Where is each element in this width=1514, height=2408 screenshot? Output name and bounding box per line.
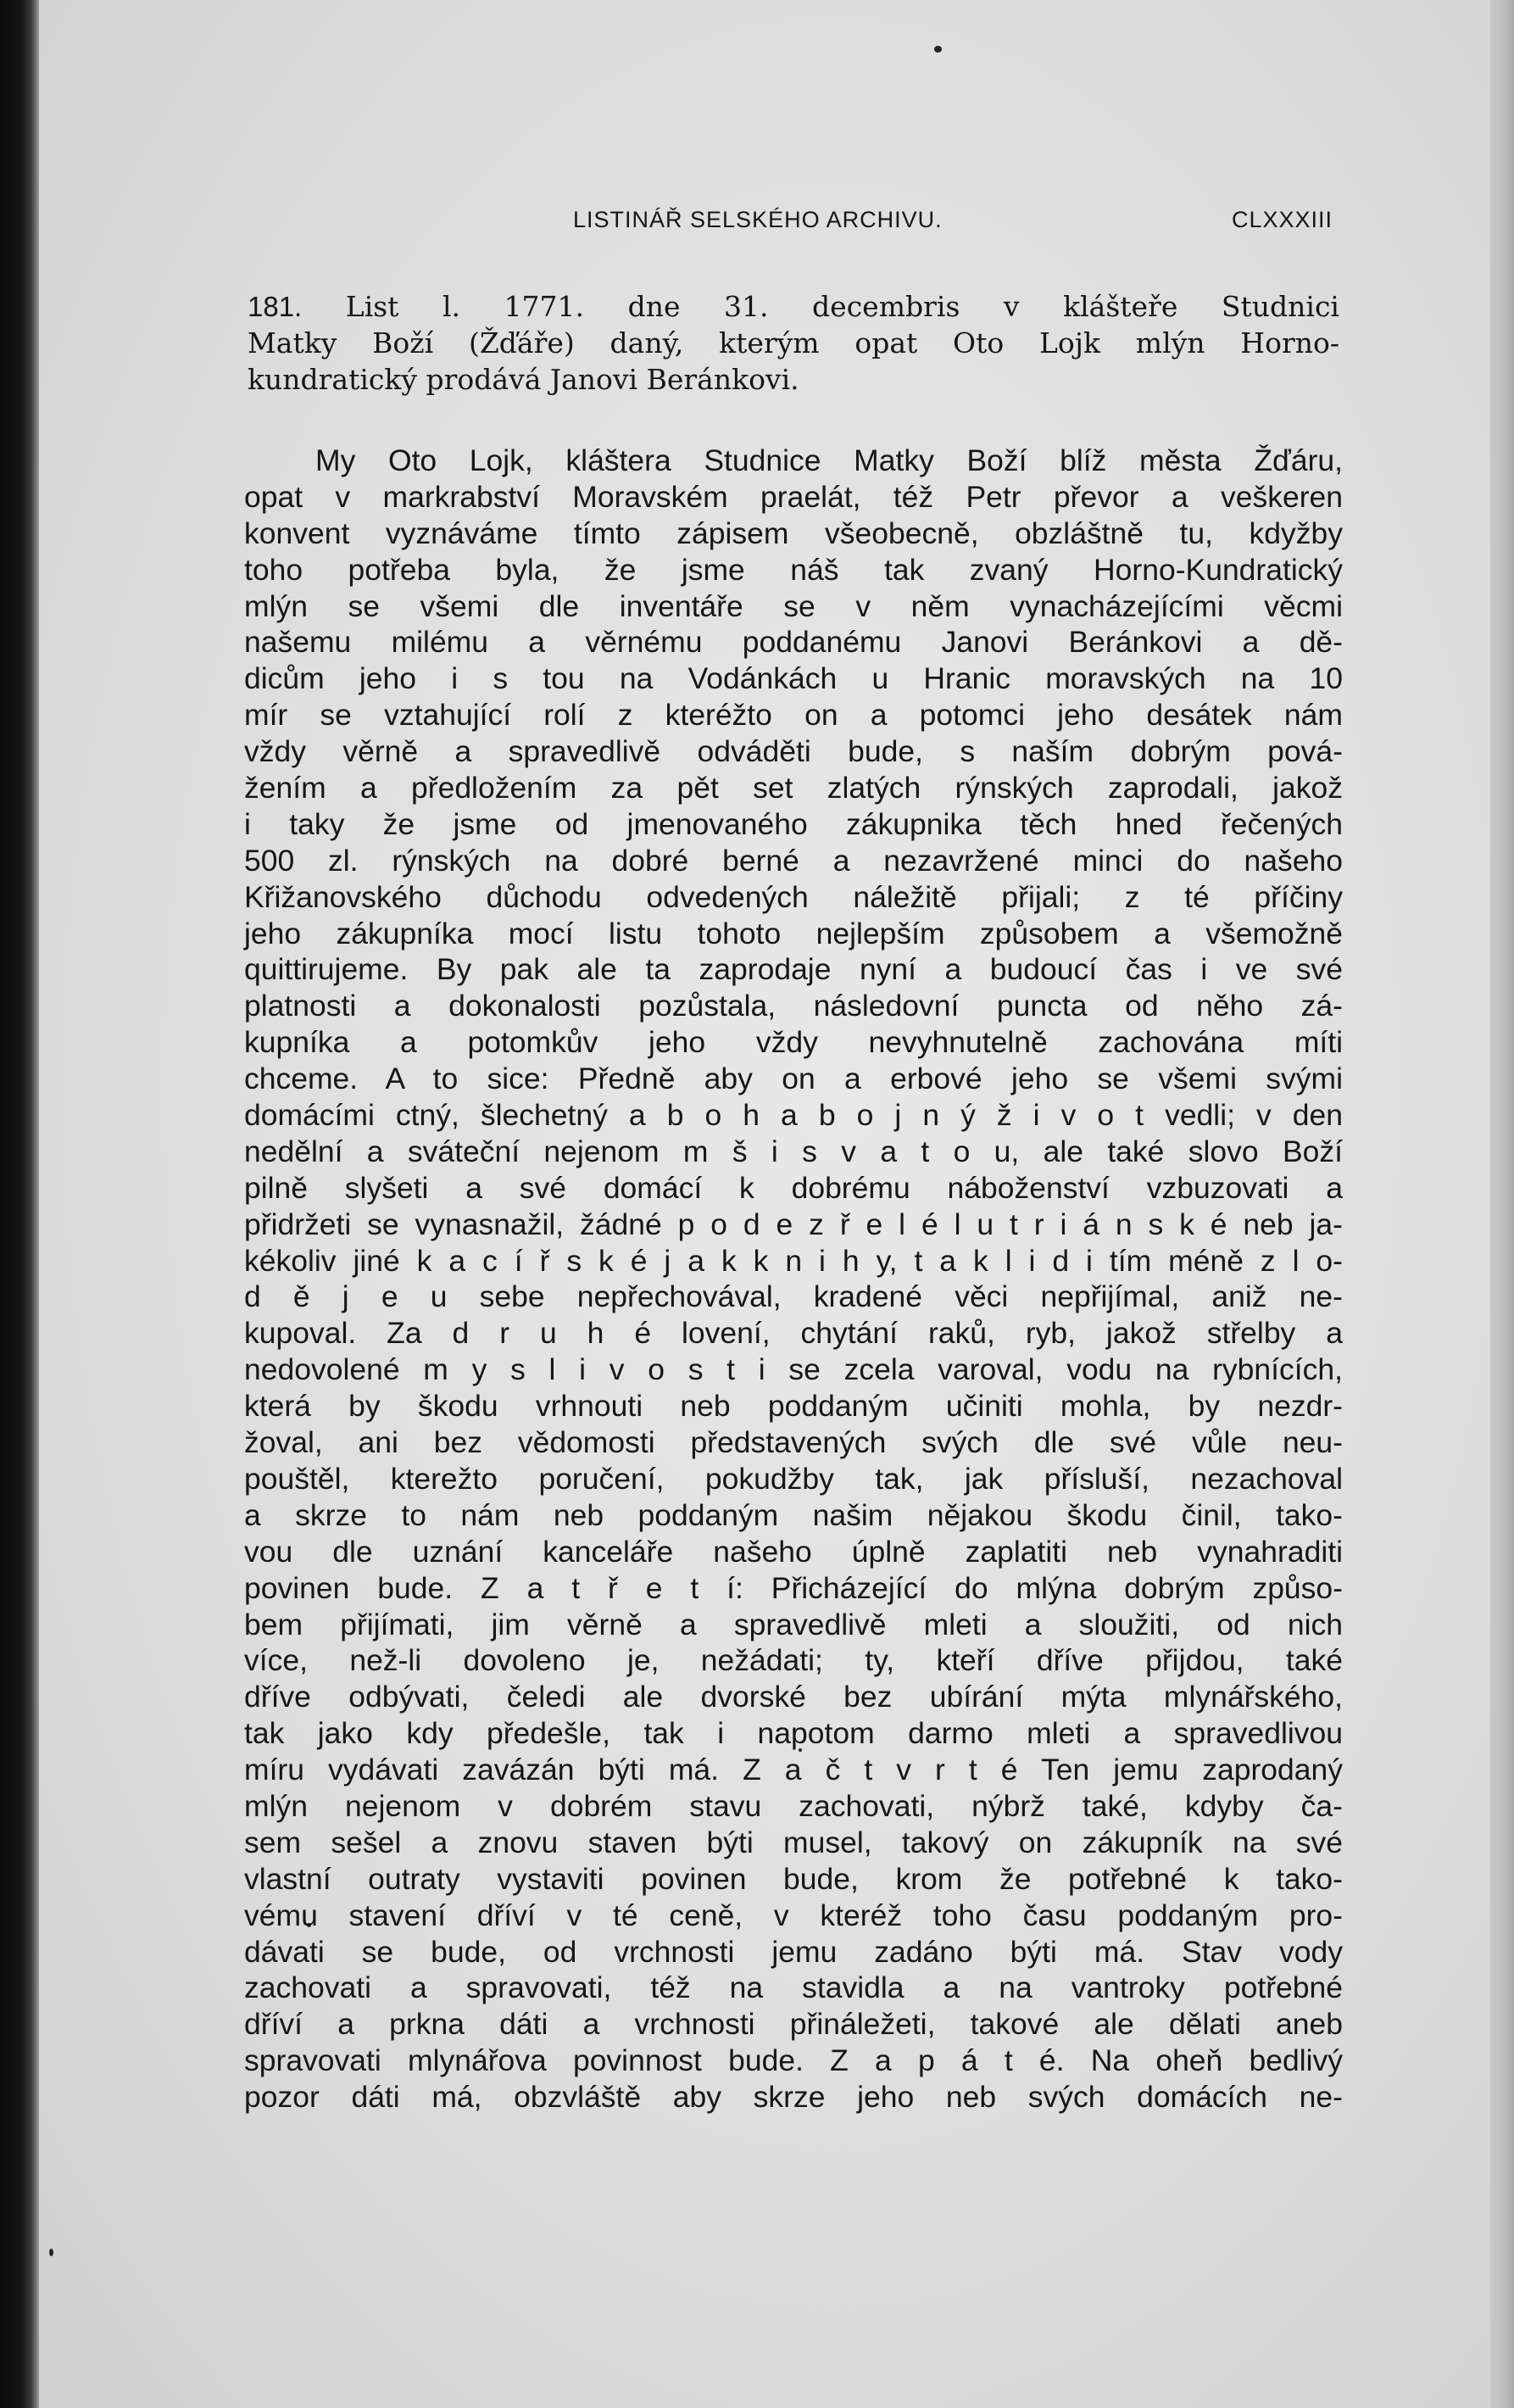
page-number: CLXXXIII: [1231, 207, 1333, 232]
body-line: tak jako kdy předešle, tak i napotom darmo mleti a spravedlivou: [244, 1716, 1343, 1751]
heading-line: [248, 288, 1339, 325]
body-line: vždy věrně a spravedlivě odváděti bude, s naším dobrým pová-: [244, 734, 1343, 769]
body-line: konvent vyznáváme tímto zápisem všeobecně, obzláštně tu, kdyžby: [244, 516, 1343, 550]
body-line: toho potřeba byla, že jsme náš tak zvaný Horno-Kundratický: [244, 552, 1343, 587]
body-line: opat v markrabství Moravském praelát, též Petr převor a veškeren: [244, 479, 1343, 514]
body-line: která by škodu vrhnouti neb poddaným učiniti mohla, by nezdr-: [244, 1389, 1343, 1424]
body-line: více, než-li dovoleno je, nežádati; ty, kteří dříve přijdou, také: [244, 1643, 1343, 1678]
body-line: domácími ctný, šlechetný a b o h a b o j n ý ž i v o t vedli; v den: [244, 1098, 1343, 1133]
body-line: i taky že jsme od jmenovaného zákupnika těch hned řečených: [244, 806, 1343, 841]
ink-speck: [934, 46, 942, 53]
body-line: míru vydávati zavázán býti má. Z a č t v r t é Ten jemu zaprodaný: [244, 1753, 1343, 1787]
heading-line-2: Matky Boží (Žďáře) daný, kterým opat Oto Lojk mlýn Horno-: [248, 326, 1339, 360]
body-line: spravovati mlynářova povinnost bude. Z a p á t é. Na oheň bedlivý: [244, 2043, 1343, 2078]
body-line: žoval, ani bez vědomosti představených svých dle své vůle neu-: [244, 1425, 1343, 1460]
body-line: bem přijímati, jim věrně a spravedlivě mleti a sloužiti, od nich: [244, 1607, 1343, 1642]
body-line: zachovati a spravovati, též na stavidla a na vantroky potřebné: [244, 1970, 1343, 2005]
heading-line-3: kundratický prodává Janovi Beránkovi.: [248, 362, 799, 396]
body-line: 500 zl. rýnských na dobré berné a nezavržené minci do našeho: [244, 843, 1343, 878]
body-line: My Oto Lojk, kláštera Studnice Matky Boží blíž města Žďáru,: [315, 443, 1343, 477]
document-heading: [248, 288, 1339, 398]
body-line: quittirujeme. By pak ale ta zaprodaje nyní a budoucí čas i ve své: [244, 952, 1343, 987]
body-line: sem sešel a znovu staven býti musel, takový on zákupník na své: [244, 1825, 1343, 1859]
body-line: pozor dáti má, obzvláště aby skrze jeho neb svých domácích ne-: [244, 2080, 1343, 2115]
body-line: vému stavení dříví v té ceně, v kteréž toho času poddaným pro-: [244, 1898, 1343, 1932]
body-line: našemu milému a věrnému poddanému Janovi Beránkovi a dě-: [244, 625, 1343, 660]
heading-line-1: List l. 1771. dne 31. decembris v klášteře Studnici: [345, 290, 1339, 323]
document-number: 181.: [248, 291, 303, 322]
body-line: dříví a prkna dáti a vrchnosti přináležeti, takové ale dělati aneb: [244, 2007, 1343, 2042]
body-line: vlastní outraty vystaviti povinen bude, krom že potřebné k tako-: [244, 1861, 1343, 1896]
body-line: chceme. A to sice: Předně aby on a erbové jeho se všemi svými: [244, 1062, 1343, 1096]
book-binding-edge: [0, 0, 39, 2408]
body-line: dicům jeho i s tou na Vodánkách u Hranic moravských na 10: [244, 661, 1343, 696]
body-line: vou dle uznání kanceláře našeho úplně zaplatiti neb vynahraditi: [244, 1534, 1343, 1569]
ink-speck: [49, 2249, 53, 2256]
body-line: dříve odbývati, čeledi ale dvorské bez ubírání mýta mlynářského,: [244, 1680, 1343, 1714]
page-header: [573, 207, 1333, 237]
body-line: dávati se bude, od vrchnosti jemu zadáno býti má. Stav vody: [244, 1934, 1343, 1969]
running-title: LISTINÁŘ SELSKÉHO ARCHIVU.: [573, 207, 943, 232]
body-line: Křižanovského důchodu odvedených náležitě přijali; z té příčiny: [244, 879, 1343, 914]
body-line: jeho zákupníka mocí listu tohoto nejlepším způsobem a všemožně: [244, 916, 1343, 950]
body-line: povinen bude. Z a t ř e t í: Přicházející do mlýna dobrým způso-: [244, 1570, 1343, 1605]
body-line: nedovolené m y s l i v o s t i se zcela varoval, vodu na rybnících,: [244, 1352, 1343, 1387]
body-line: pilně slyšeti a své domácí k dobrému náboženství vzbuzovati a: [244, 1170, 1343, 1205]
body-line: kupoval. Za d r u h é lovení, chytání raků, ryb, jakož střelby a: [244, 1316, 1343, 1351]
body-line: žením a předložením za pět set zlatých rýnských zaprodali, jakož: [244, 771, 1343, 805]
body-line: mlýn se všemi dle inventáře se v něm vynacházejícími věcmi: [244, 588, 1343, 623]
body-line: kupníka a potomkův jeho vždy nevyhnutelně zachována míti: [244, 1025, 1343, 1060]
body-text: [244, 443, 1343, 2115]
body-line: nedělní a sváteční nejenom m š i s v a t o u, ale také slovo Boží: [244, 1134, 1343, 1168]
body-line: a skrze to nám neb poddaným našim nějakou škodu činil, tako-: [244, 1497, 1343, 1532]
page-right-edge: [1490, 0, 1514, 2408]
body-line: pouštěl, kterežto poručení, pokudžby tak, jak přísluší, nezachoval: [244, 1461, 1343, 1496]
body-line: d ě j e u sebe nepřechovával, kradené věci nepřijímal, aniž ne-: [244, 1279, 1343, 1314]
body-line: platnosti a dokonalosti pozůstala, následovní puncta od něho zá-: [244, 989, 1343, 1023]
body-line: přidržeti se vynasnažil, žádné p o d e z ř e l é l u t r i á n s k é neb ja-: [244, 1207, 1343, 1241]
body-line: kékoliv jiné k a c í ř s k é j a k k n i h y, t a k l i d i tím méně z l o-: [244, 1243, 1343, 1278]
body-line: mlýn nejenom v dobrém stavu zachovati, nýbrž také, kdyby ča-: [244, 1788, 1343, 1823]
body-line: mír se vztahující rolí z kteréžto on a potomci jeho desátek nám: [244, 698, 1343, 733]
